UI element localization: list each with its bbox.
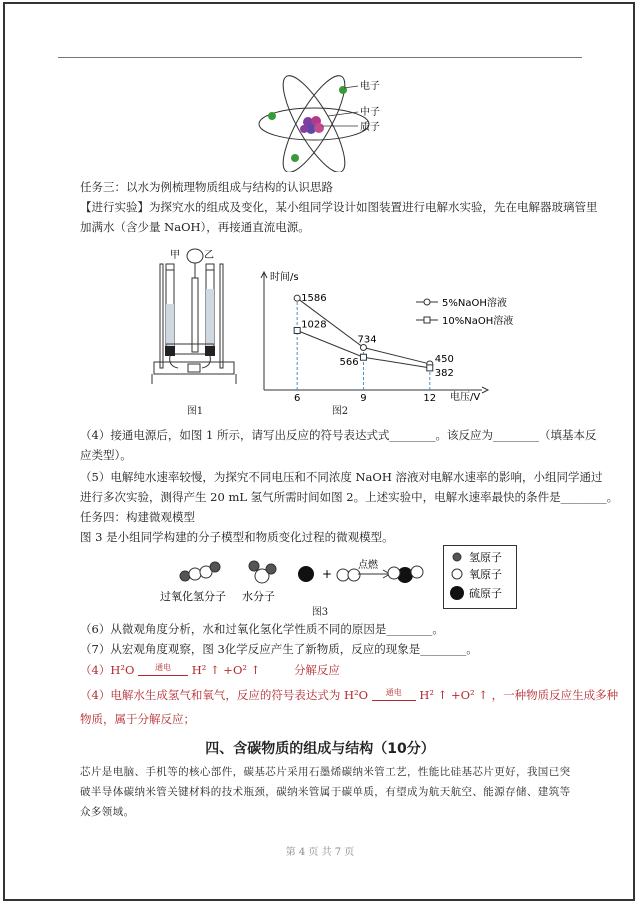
section4-para-line3: 众多领域。 xyxy=(80,806,135,818)
proton-label: 质子 xyxy=(360,122,380,133)
data-label: 566 xyxy=(339,357,359,369)
h2o-label: 水分子 xyxy=(242,590,275,603)
electrolysis-time-chart xyxy=(248,268,568,408)
legend-marker xyxy=(424,317,430,323)
question-7: （7）从宏观角度观察，图 3化学反应产生了新物质，反应的现象是________。 xyxy=(80,642,478,656)
section4-para-line1: 芯片是电脑、手机等的核心部件，碳基芯片采用石墨烯碳纳米管工艺，性能比硅基芯片更好，我国已突 xyxy=(80,766,571,778)
series-point xyxy=(294,295,300,301)
fig2-caption: 图2 xyxy=(331,406,349,417)
legend-label: 10%NaOH溶液 xyxy=(442,316,514,327)
answer-4-full-line1 xyxy=(80,688,618,705)
electron-dot xyxy=(268,112,276,120)
series-point xyxy=(294,327,300,333)
legend-label: 5%NaOH溶液 xyxy=(442,298,507,309)
section-4-heading: 四、含碳物质的组成与结构（10分） xyxy=(205,741,435,757)
experiment-line2: 加满水（含少量 NaOH），再接通直流电源。 xyxy=(80,220,310,234)
data-label: 450 xyxy=(434,353,454,365)
page-footer: 第 4 页 共 7 页 xyxy=(285,847,355,858)
electrify-condition: 通电 xyxy=(138,661,188,676)
atom-diagram xyxy=(258,72,398,172)
section4-para-line2: 破半导体碳纳米管关键材料的技术瓶颈，碳纳米管属于碳单质，有望成为航天航空、能源存储、建筑等 xyxy=(80,786,571,798)
electron-dot xyxy=(291,154,299,162)
data-label: 734 xyxy=(357,334,377,346)
answer-reaction-type: 分解反应 xyxy=(293,663,340,677)
x-axis-label: 电压/V xyxy=(450,392,481,403)
electrify-condition-2: 通电 xyxy=(372,686,416,701)
neutron-label: 中子 xyxy=(360,107,380,118)
electrolysis-apparatus xyxy=(148,244,240,394)
x-axis-arrow xyxy=(482,387,488,393)
tube-label-a: 甲 xyxy=(170,250,180,261)
question-4-line2: 应类型）。 xyxy=(80,448,132,462)
legend-marker xyxy=(424,299,430,305)
data-label: 382 xyxy=(434,367,454,379)
tube-label-b: 乙 xyxy=(204,250,214,261)
answer-line1-post: H² ↑ +O² ↑ ，一种物质反应生成多种 xyxy=(419,688,619,702)
y-axis-label: 时间/s xyxy=(270,272,299,283)
data-label: 1028 xyxy=(301,319,327,331)
experiment-line1: 【进行实验】为探究水的组成及变化，某小组同学设计如图装置进行电解水实验，先在电解器玻璃管里 xyxy=(80,200,598,214)
answer-products: H² ↑ +O² ↑ xyxy=(191,663,261,677)
legend-oxygen: 氧原子 xyxy=(469,568,502,581)
electron-dot xyxy=(339,86,347,94)
legend-hydrogen: 氢原子 xyxy=(469,551,502,564)
atom-legend xyxy=(443,545,517,609)
question-5-line2: 进行多次实验，测得产生 20 mL 氢气所需时间如图 2。上述实验中，电解水速率最快的条件是________。 xyxy=(80,490,619,504)
answer-h2o: H²O xyxy=(110,663,135,677)
answer-line1-pre: （4）电解水生成氢气和氧气，反应的符号表达式为 H²O xyxy=(80,688,369,702)
fig1-caption: 图1 xyxy=(186,406,204,417)
task4-description: 图 3 是小组同学构建的分子模型和物质变化过程的微观模型。 xyxy=(80,530,394,544)
question-5-line1: （5）电解纯水速率较慢，为探究不同电压和不同浓度 NaOH 溶液对电解水速率的影响，小组同学通过 xyxy=(80,470,603,484)
series-point xyxy=(427,365,433,371)
answer-4-full-line2: 物质，属于分解反应； xyxy=(80,712,195,726)
plus-sign: + xyxy=(322,567,333,581)
task4-title: 任务四：构建微观模型 xyxy=(80,510,195,524)
ignite-label: 点燃 xyxy=(358,560,378,571)
x-tick-label: 9 xyxy=(360,393,367,404)
legend-sulfur: 硫原子 xyxy=(469,587,502,600)
answer-4-short: （4）H²O 通电 H² ↑ +O² ↑ 分解反应 xyxy=(80,663,340,677)
task3-title: 任务三：以水为例梳理物质组成与结构的认识思路 xyxy=(80,180,333,194)
question-6: （6）从微观角度分析，水和过氧化氢化学性质不同的原因是________。 xyxy=(80,622,444,636)
x-tick-label: 6 xyxy=(293,393,301,404)
fig3-caption: 图3 xyxy=(311,607,329,618)
h2o2-label: 过氧化氢分子 xyxy=(160,590,226,603)
x-tick-label: 12 xyxy=(423,393,437,404)
electron-label: 电子 xyxy=(360,81,380,92)
series-point xyxy=(360,354,366,360)
data-label: 1586 xyxy=(301,293,327,305)
header-rule xyxy=(58,57,582,58)
question-4-line1: （4）接通电源后，如图 1 所示，请写出反应的符号表达式式________。该反应为________（填基本反 xyxy=(80,428,597,442)
